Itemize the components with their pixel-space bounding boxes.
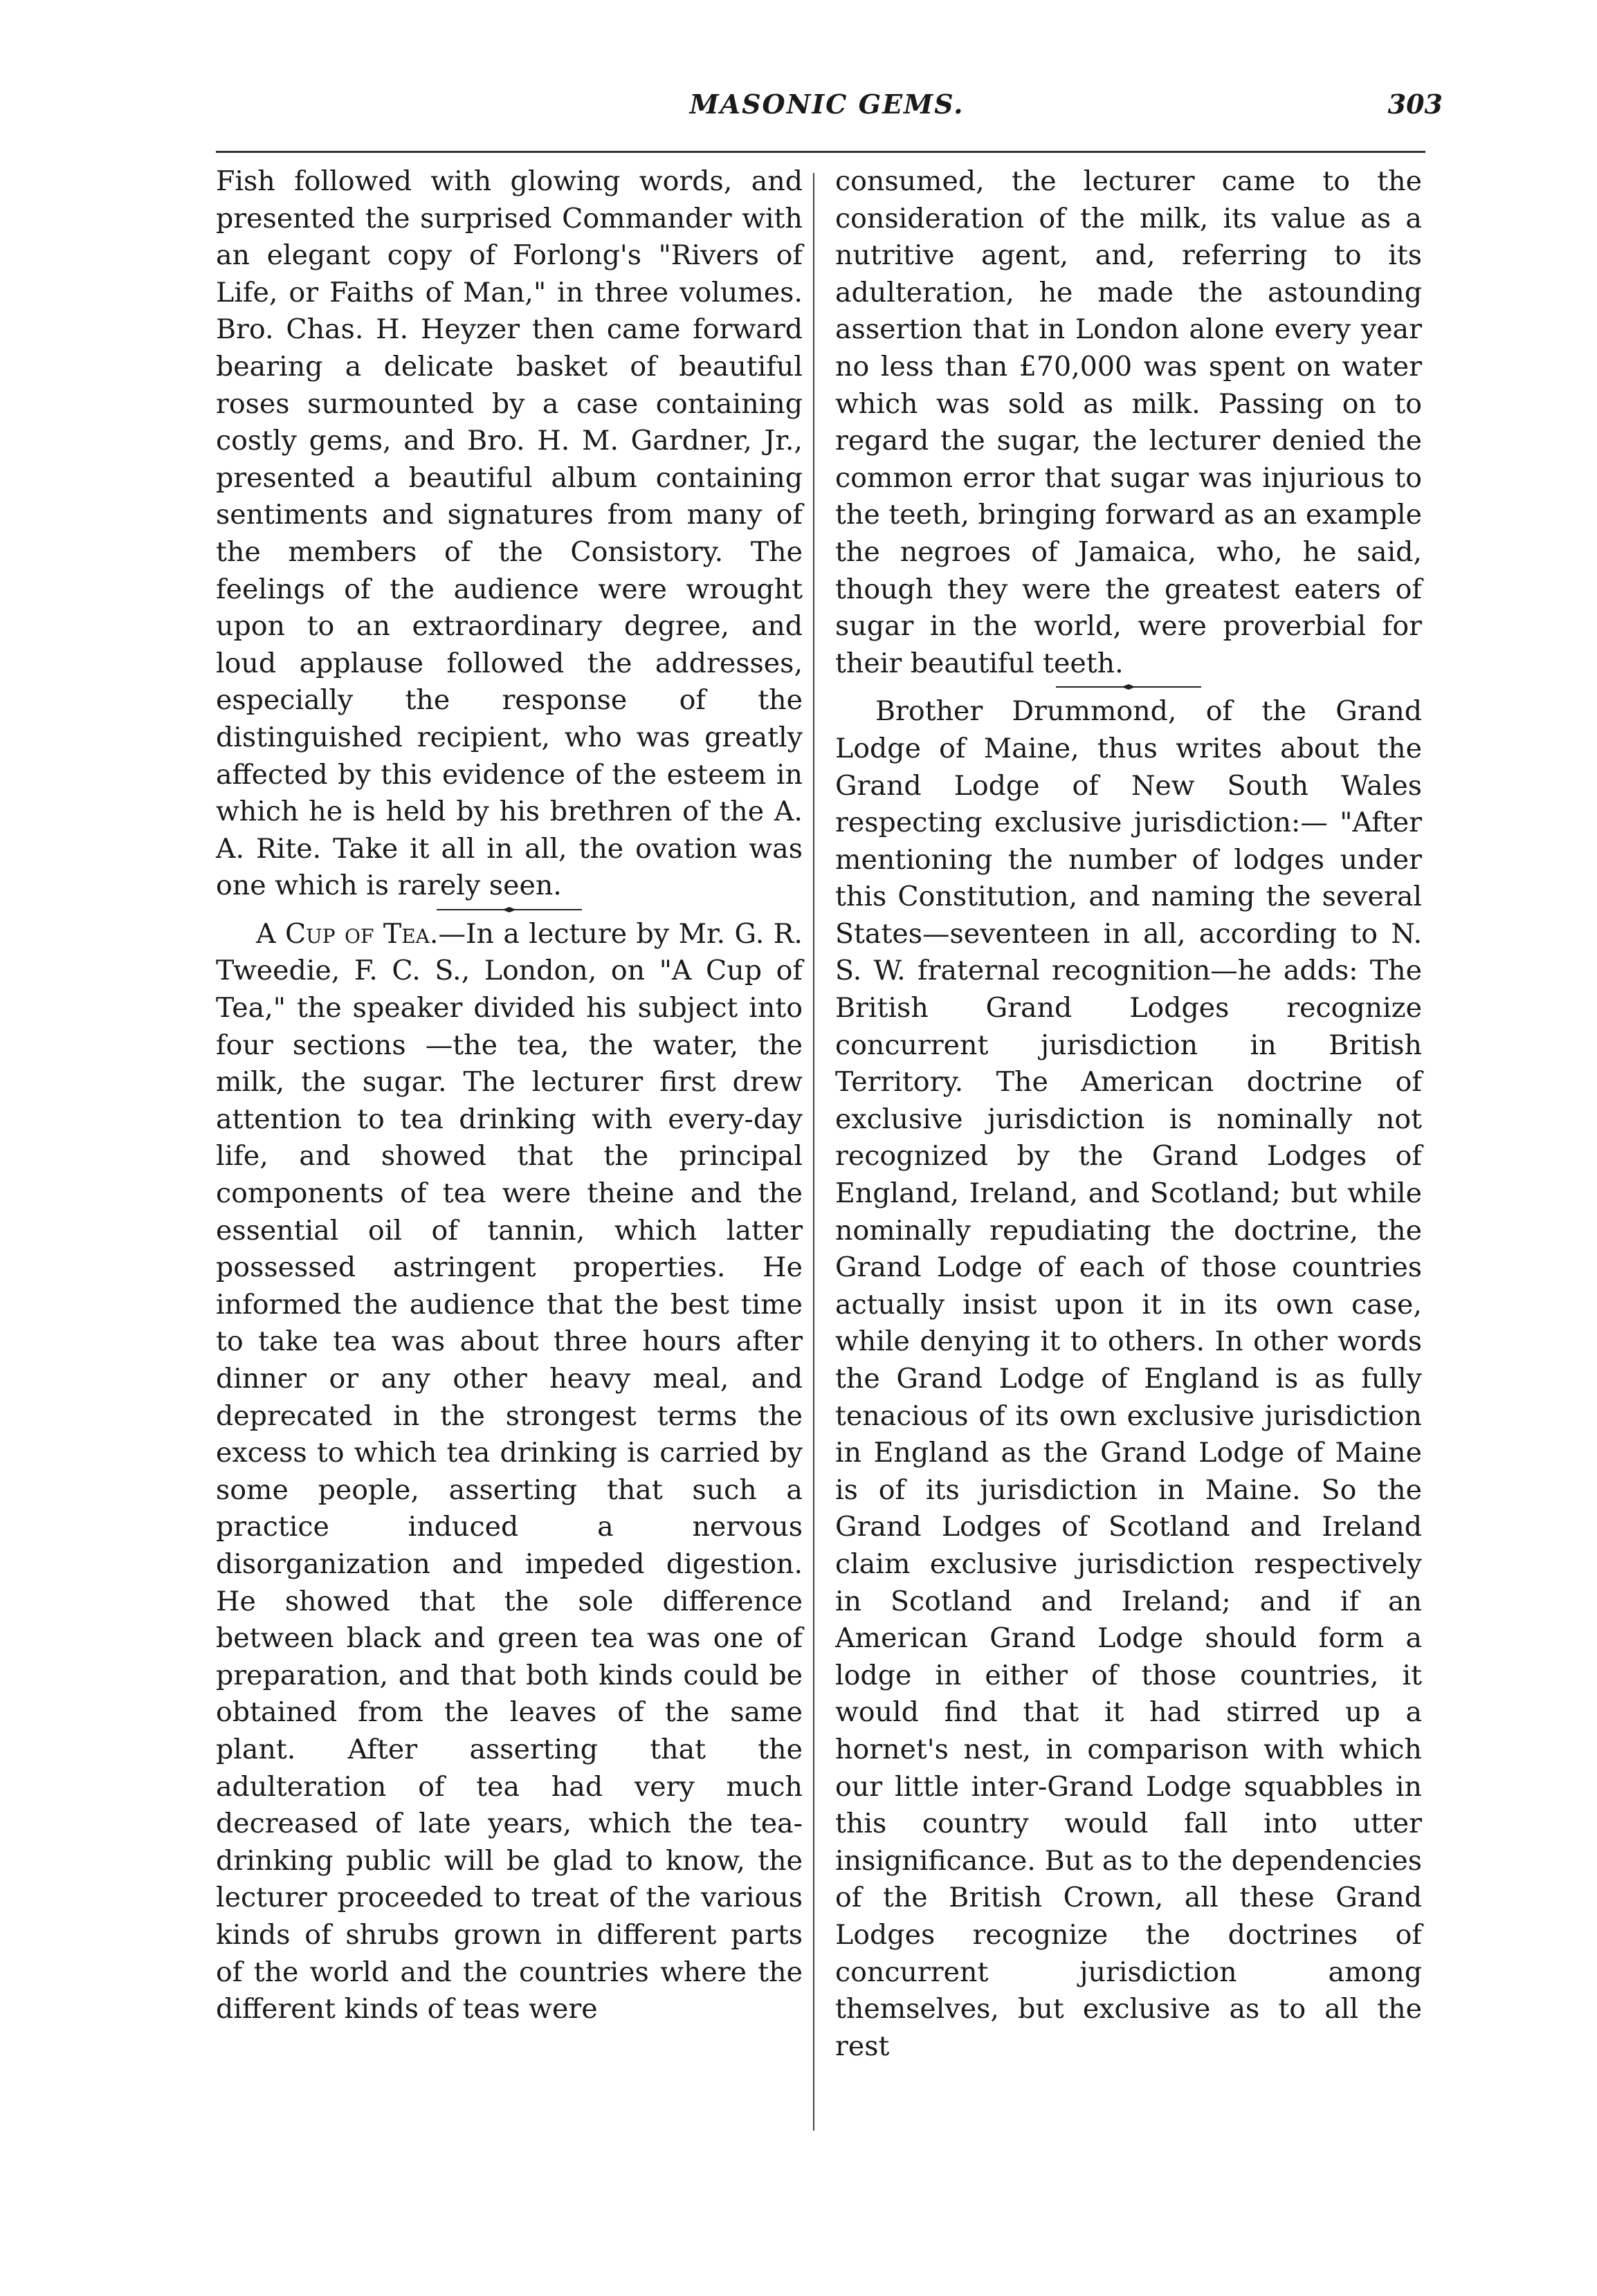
paragraph-cup-of-tea — [216, 916, 803, 2028]
left-column — [216, 163, 803, 2028]
running-head — [211, 89, 1443, 130]
page-number: 303 — [1387, 89, 1443, 120]
section-divider — [1056, 683, 1201, 690]
right-column — [835, 163, 1422, 2065]
paragraph-tea-lecture-continued: consumed, the lecturer came to the consideration of the milk, its value as a nutritive agent, and, referring to its adulteration, he made the astounding assertion that in London alone every year no less than £70,000 was spent on water which was sold as milk. Passing on to regard the sugar, the lecturer denied the common error that sugar was injurious to the teeth, bringing forward as an example the negroes of Jamaica, who, he said, though they were the greatest eaters of sugar in the world, were proverbial for their beautiful teeth. — [835, 165, 1422, 679]
column-rule — [813, 173, 814, 2131]
section-lead-cup-of-tea: A Cup of Tea. — [256, 917, 439, 950]
header-rule — [216, 151, 1425, 153]
running-title: MASONIC GEMS. — [689, 89, 965, 120]
paragraph-consistory-ovation: Fish followed with glowing words, and presented the surprised Commander with an elegant copy of Forlong's "Rivers of Life, or Faiths of Man," in three volumes. Bro. Chas. H. Heyzer then came forward bearing a delicate basket of beautiful roses surmounted by a case containing costly gems, and Bro. H. M. Gardner, Jr., presented a beautiful album containing sentiments and signatures from many of the members of the Consistory. The feelings of the audience were wrought upon to an extraordinary degree, and loud applause followed the addresses, especially the response of the distinguished recipient, who was greatly affected by this evidence of the esteem in which he is held by his brethren of the A. A. Rite. Take it all in all, the ovation was one which is rarely seen. — [216, 165, 803, 902]
paragraph-grand-lodge-jurisdiction: Brother Drummond, of the Grand Lodge of Maine, thus writes about the Grand Lodge of New South Wales respecting exclusive jurisdiction:— "After mentioning the number of lodges under this Constitution, and naming the several States—seventeen in all, according to N. S. W. fraternal recognition—he adds: The British Grand Lodges recognize concurrent jurisdiction in British Territory. The American doctrine of exclusive jurisdiction is nominally not recognized by the Grand Lodges of England, Ireland, and Scotland; but while nominally repudiating the doctrine, the Grand Lodge of each of those countries actually insist upon it in its own case, while denying it to others. In other words the Grand Lodge of England is as fully tenacious of its own exclusive jurisdiction in England as the Grand Lodge of Maine is of its jurisdiction in Maine. So the Grand Lodges of Scotland and Ireland claim exclusive jurisdiction respectively in Scotland and Ireland; and if an American Grand Lodge should form a lodge in either of those countries, it would find that it had stirred up a hornet's nest, in comparison with which our little inter-Grand Lodge squabbles in this country would fall into utter insignificance. But as to the dependencies of the British Crown, all these Grand Lodges recognize the doctrines of concurrent jurisdiction among themselves, but exclusive as to all the rest — [835, 695, 1422, 2062]
paragraph-cup-of-tea-body: —In a lecture by Mr. G. R. Tweedie, F. C. S., London, on "A Cup of Tea," the speaker divided his subject into four sections —the tea, the water, the milk, the sugar. The lecturer first drew attention to tea drinking with every-day life, and showed that the principal components of tea were theine and the essential oil of tannin, which latter possessed astringent properties. He informed the audience that the best time to take tea was about three hours after dinner or any other heavy meal, and deprecated in the strongest terms the excess to which tea drinking is carried by some people, asserting that such a practice induced a nervous disorganization and impeded digestion. He showed that the sole difference between black and green tea was one of preparation, and that both kinds could be obtained from the leaves of the same plant. After asserting that the adulteration of tea had very much decreased of late years, which the tea-drinking public will be glad to know, the lecturer proceeded to treat of the various kinds of shrubs grown in different parts of the world and the countries where the different kinds of teas were — [216, 917, 803, 2026]
section-divider — [437, 906, 582, 913]
